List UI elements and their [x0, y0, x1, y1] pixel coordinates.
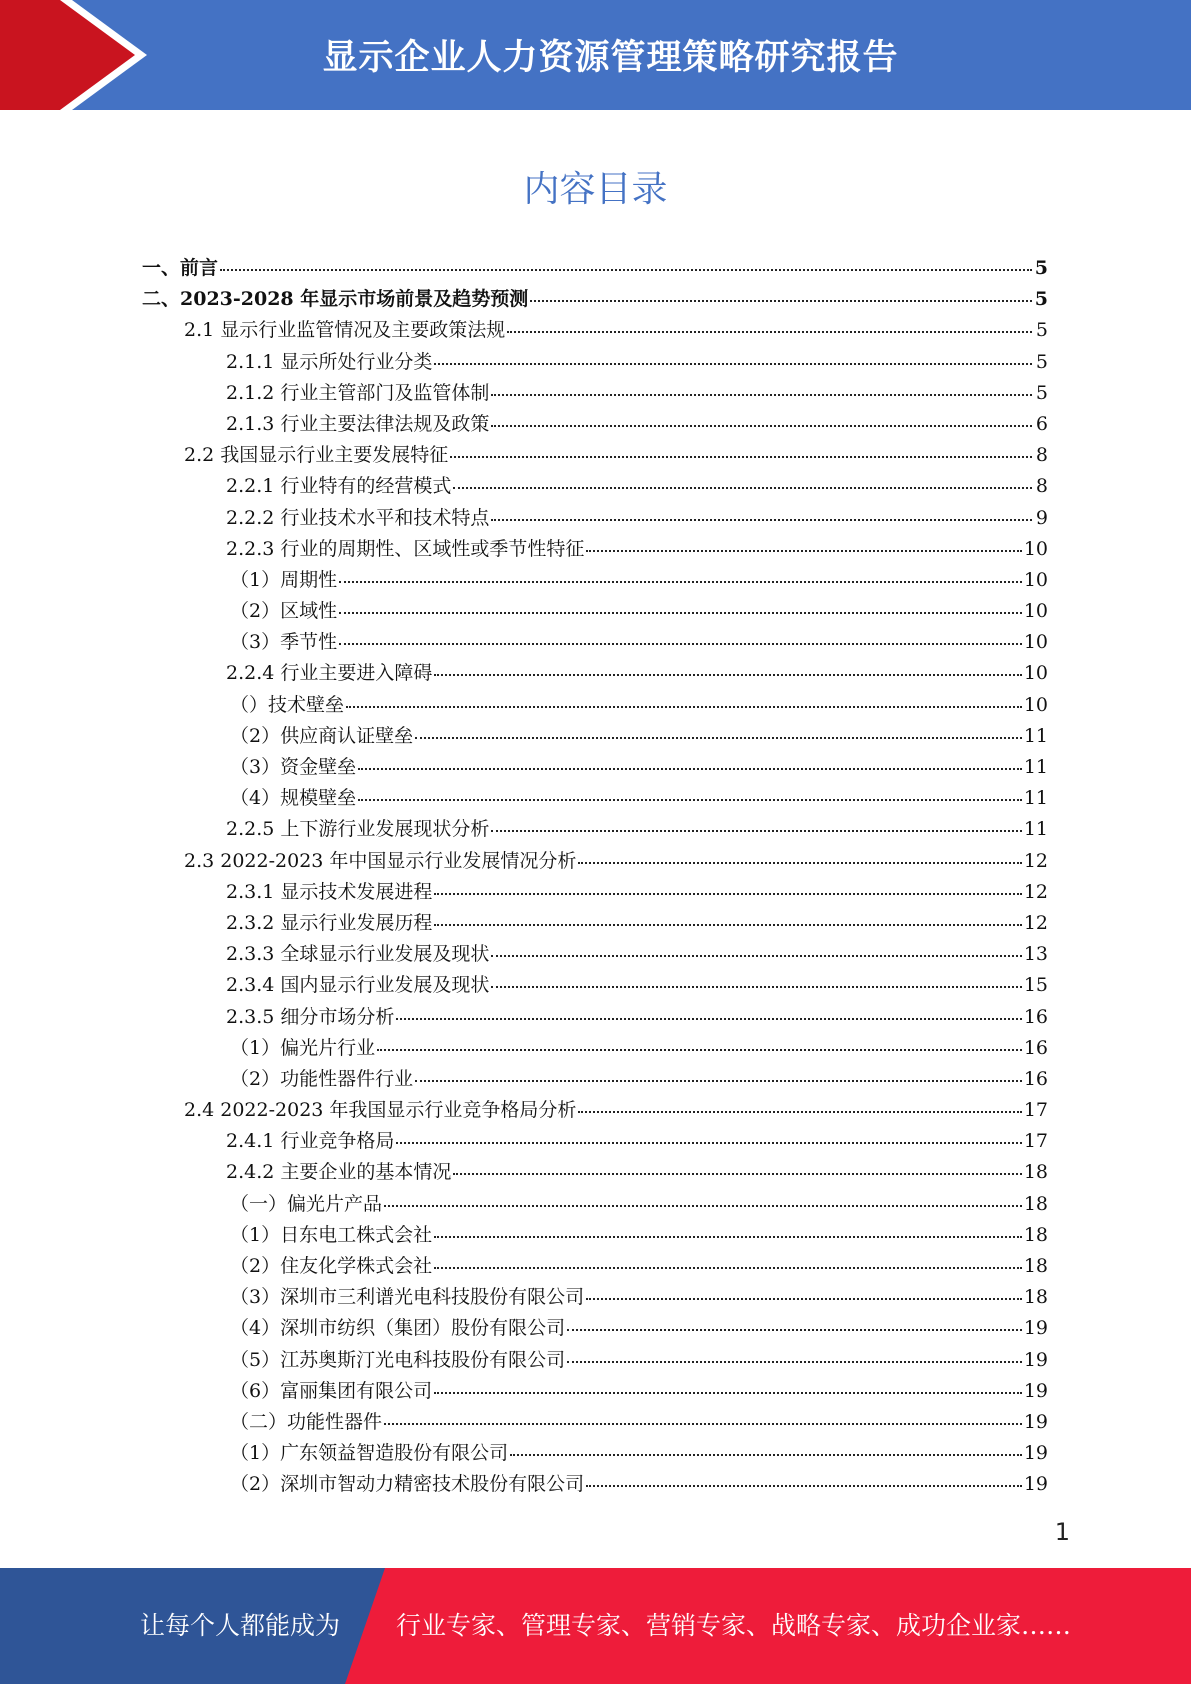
toc-entry-page: 8 — [1035, 475, 1048, 498]
toc-entry-page: 12 — [1023, 880, 1048, 903]
toc-entry-label: （2）供应商认证壁垒 — [230, 724, 414, 747]
toc-entry-page: 17 — [1023, 1130, 1048, 1153]
toc-entry-page: 11 — [1023, 724, 1048, 747]
toc-entry-label: （2）区域性 — [230, 600, 338, 623]
toc-entry-page: 19 — [1023, 1379, 1048, 1402]
toc-entry[interactable] — [142, 503, 1048, 534]
toc-entry-page: 5 — [1035, 350, 1048, 373]
toc-entry-page: 11 — [1023, 756, 1048, 778]
toc-dot-leader — [358, 764, 1022, 770]
toc-dot-leader — [491, 826, 1021, 832]
toc-entry[interactable] — [142, 627, 1048, 658]
toc-entry[interactable] — [142, 1407, 1048, 1438]
footer-slogan-left: 让每个人都能成为 — [140, 1611, 341, 1640]
toc-entry-label: （2）深圳市智动力精密技术股份有限公司 — [230, 1473, 585, 1496]
toc-entry[interactable] — [142, 1438, 1048, 1469]
toc-entry[interactable] — [142, 908, 1048, 939]
toc-entry-label: 2.2.4 行业主要进入障碍 — [226, 662, 433, 685]
toc-entry-page: 5 — [1035, 381, 1048, 404]
toc-entry-page: 11 — [1023, 787, 1048, 810]
toc-entry-page: 19 — [1023, 1348, 1048, 1371]
toc-entry-page: 18 — [1023, 1192, 1048, 1215]
toc-entry-page: 18 — [1023, 1161, 1048, 1184]
footer-banner — [0, 1568, 1191, 1684]
toc-dot-leader — [434, 1232, 1022, 1238]
toc-entry-page: 12 — [1023, 911, 1048, 934]
toc-entry-page: 18 — [1023, 1286, 1048, 1309]
toc-entry[interactable] — [142, 658, 1048, 689]
toc-dot-leader — [377, 1045, 1022, 1051]
toc-title: 内容目录 — [523, 169, 668, 210]
toc-entry[interactable] — [142, 846, 1048, 877]
toc-entry[interactable] — [142, 409, 1048, 440]
toc-entry-page: 15 — [1023, 974, 1048, 997]
toc-entry-label: 2.1.3 行业主要法律法规及政策 — [226, 412, 490, 435]
toc-entry-page: 19 — [1023, 1317, 1048, 1340]
toc-entry[interactable] — [142, 1095, 1048, 1126]
toc-entry-page: 9 — [1035, 506, 1048, 529]
toc-entry-label: 2.3.5 细分市场分析 — [226, 1005, 395, 1028]
toc-entry[interactable] — [142, 1313, 1048, 1344]
toc-entry[interactable] — [142, 253, 1048, 284]
toc-entry[interactable] — [142, 565, 1048, 596]
toc-entry-label: 2.3.4 国内显示行业发展及现状 — [226, 974, 490, 997]
toc-dot-leader — [434, 1388, 1022, 1394]
toc-entry-page: 17 — [1023, 1099, 1048, 1122]
toc-dot-leader — [415, 733, 1022, 739]
toc-entry-page: 13 — [1023, 943, 1048, 966]
toc-entry[interactable] — [142, 534, 1048, 565]
toc-dot-leader — [339, 577, 1022, 583]
toc-entry[interactable] — [142, 1002, 1048, 1033]
page-number: 1 — [1054, 1518, 1070, 1546]
toc-dot-leader — [434, 670, 1021, 676]
toc-entry[interactable] — [142, 783, 1048, 814]
toc-entry[interactable] — [142, 440, 1048, 471]
toc-entry-page: 19 — [1023, 1442, 1048, 1465]
toc-entry-page: 16 — [1023, 1036, 1048, 1059]
toc-entry-page: 6 — [1035, 412, 1048, 435]
toc-entry-label: （3）深圳市三利谱光电科技股份有限公司 — [230, 1286, 585, 1309]
toc-entry-page: 10 — [1023, 600, 1048, 623]
toc-entry-label: （1）偏光片行业 — [230, 1036, 376, 1059]
toc-entry-label: 2.1.2 行业主管部门及监管体制 — [226, 381, 490, 404]
toc-entry[interactable] — [142, 877, 1048, 908]
toc-entry-label: 2.3 2022-2023 年中国显示行业发展情况分析 — [184, 849, 577, 872]
toc-entry-label: 2.4.2 主要企业的基本情况 — [226, 1161, 452, 1184]
toc-dot-leader — [434, 359, 1032, 365]
toc-entry-label: （一）偏光片产品 — [230, 1192, 383, 1215]
toc-entry[interactable] — [142, 1345, 1048, 1376]
toc-entry-page: 10 — [1023, 631, 1048, 654]
toc-dot-leader — [491, 951, 1021, 957]
toc-entry[interactable] — [142, 752, 1048, 783]
toc-entry-label: 2.2.2 行业技术水平和技术特点 — [226, 506, 490, 529]
toc-entry-page: 18 — [1023, 1255, 1048, 1277]
toc-entry-label: （4）规模壁垒 — [230, 787, 357, 810]
toc-entry[interactable] — [142, 690, 1048, 721]
toc-entry-label: 2.2.1 行业特有的经营模式 — [226, 475, 452, 498]
toc-entry[interactable] — [142, 471, 1048, 502]
toc-entry[interactable] — [142, 1376, 1048, 1407]
toc-dot-leader — [567, 1357, 1022, 1363]
toc-entry-label: （2）功能性器件行业 — [230, 1067, 414, 1090]
toc-dot-leader — [453, 483, 1032, 489]
toc-entry[interactable] — [142, 814, 1048, 845]
toc-dot-leader — [220, 265, 1032, 271]
toc-entry-label: （5）江苏奥斯汀光电科技股份有限公司 — [230, 1348, 566, 1371]
toc-entry[interactable] — [142, 1251, 1048, 1282]
toc-dot-leader — [507, 327, 1032, 333]
toc-entry-page: 10 — [1023, 662, 1048, 685]
toc-dot-leader — [339, 639, 1022, 645]
toc-entry-label: 二、2023-2028 年显示市场前景及趋势预测 — [142, 288, 529, 311]
toc-entry-label: （3）季节性 — [230, 631, 338, 654]
toc-entry-page: 16 — [1023, 1005, 1048, 1028]
toc-entry[interactable] — [142, 1220, 1048, 1251]
toc-entry-label: 2.4.1 行业竞争格局 — [226, 1130, 395, 1153]
toc-dot-leader — [434, 920, 1021, 926]
toc-entry-label: 一、前言 — [142, 257, 219, 279]
table-of-contents — [142, 253, 1048, 1501]
toc-entry[interactable] — [142, 1064, 1048, 1095]
toc-entry-label: （）技术壁垒 — [230, 693, 345, 716]
toc-entry-label: （二）功能性器件 — [230, 1410, 383, 1433]
toc-entry-label: （1）日东电工株式会社 — [230, 1223, 433, 1246]
toc-entry-label: （3）资金壁垒 — [230, 756, 357, 778]
toc-entry[interactable] — [142, 284, 1048, 315]
toc-entry-label: （2）住友化学株式会社 — [230, 1255, 433, 1277]
toc-entry[interactable] — [142, 1282, 1048, 1313]
toc-dot-leader — [396, 1138, 1021, 1144]
toc-dot-leader — [491, 390, 1032, 396]
toc-entry-label: （6）富丽集团有限公司 — [230, 1379, 433, 1402]
toc-entry-label: 2.3.3 全球显示行业发展及现状 — [226, 943, 490, 966]
toc-entry[interactable] — [142, 596, 1048, 627]
toc-entry-label: （1）周期性 — [230, 568, 338, 591]
toc-entry[interactable] — [142, 970, 1048, 1001]
toc-entry[interactable] — [142, 347, 1048, 378]
toc-dot-leader — [434, 1263, 1022, 1269]
footer-slogan-right: 行业专家、管理专家、营销专家、战略专家、成功企业家…… — [396, 1611, 1072, 1640]
toc-dot-leader — [530, 296, 1032, 302]
toc-entry[interactable] — [142, 315, 1048, 346]
toc-dot-leader — [358, 795, 1022, 801]
toc-entry-page: 16 — [1023, 1067, 1048, 1090]
toc-entry-label: 2.1.1 显示所处行业分类 — [226, 350, 433, 373]
toc-entry[interactable] — [142, 721, 1048, 752]
toc-entry[interactable] — [142, 939, 1048, 970]
toc-dot-leader — [491, 982, 1021, 988]
toc-entry-page: 5 — [1035, 319, 1048, 342]
toc-dot-leader — [396, 1014, 1021, 1020]
toc-dot-leader — [346, 702, 1022, 708]
toc-entry-page: 10 — [1023, 537, 1048, 560]
toc-entry[interactable] — [142, 1157, 1048, 1188]
toc-entry[interactable] — [142, 1033, 1048, 1064]
toc-dot-leader — [453, 1169, 1021, 1175]
toc-entry-page: 10 — [1023, 568, 1048, 591]
toc-dot-leader — [578, 858, 1021, 864]
toc-dot-leader — [434, 889, 1021, 895]
report-title: 显示企业人力资源管理策略研究报告 — [322, 38, 899, 78]
toc-entry-label: 2.3.1 显示技术发展进程 — [226, 880, 433, 903]
toc-entry-label: 2.1 显示行业监管情况及主要政策法规 — [184, 319, 506, 342]
toc-dot-leader — [567, 1325, 1022, 1331]
toc-entry-page: 10 — [1023, 693, 1048, 716]
toc-entry[interactable] — [142, 1469, 1048, 1500]
toc-entry-page: 18 — [1023, 1223, 1048, 1246]
toc-dot-leader — [450, 452, 1032, 458]
toc-dot-leader — [491, 421, 1032, 427]
toc-entry-label: 2.2.3 行业的周期性、区域性或季节性特征 — [226, 537, 585, 560]
toc-entry-label: （1）广东领益智造股份有限公司 — [230, 1442, 509, 1465]
toc-entry-label: 2.4 2022-2023 年我国显示行业竞争格局分析 — [184, 1099, 577, 1122]
toc-dot-leader — [339, 608, 1022, 614]
toc-dot-leader — [510, 1450, 1022, 1456]
toc-entry-label: 2.2 我国显示行业主要发展特征 — [184, 444, 449, 467]
toc-entry-label: 2.2.5 上下游行业发展现状分析 — [226, 818, 490, 841]
toc-dot-leader — [491, 515, 1032, 521]
toc-entry-page: 8 — [1035, 444, 1048, 467]
toc-entry-page: 5 — [1034, 257, 1048, 279]
toc-entry-page: 19 — [1023, 1410, 1048, 1433]
toc-entry-label: 2.3.2 显示行业发展历程 — [226, 911, 433, 934]
toc-dot-leader — [415, 1076, 1022, 1082]
toc-dot-leader — [384, 1201, 1022, 1207]
toc-dot-leader — [578, 1107, 1021, 1113]
toc-dot-leader — [586, 1481, 1022, 1487]
toc-entry[interactable] — [142, 378, 1048, 409]
toc-dot-leader — [586, 546, 1021, 552]
toc-entry[interactable] — [142, 1189, 1048, 1220]
toc-entry-page: 5 — [1034, 288, 1048, 311]
toc-entry-page: 19 — [1023, 1473, 1048, 1496]
toc-dot-leader — [586, 1294, 1022, 1300]
header-banner — [0, 0, 1191, 110]
toc-entry-page: 12 — [1023, 849, 1048, 872]
toc-entry[interactable] — [142, 1126, 1048, 1157]
toc-entry-label: （4）深圳市纺织（集团）股份有限公司 — [230, 1317, 566, 1340]
header-chevron-icon — [0, 0, 160, 110]
toc-dot-leader — [384, 1419, 1022, 1425]
toc-entry-page: 11 — [1023, 818, 1048, 841]
